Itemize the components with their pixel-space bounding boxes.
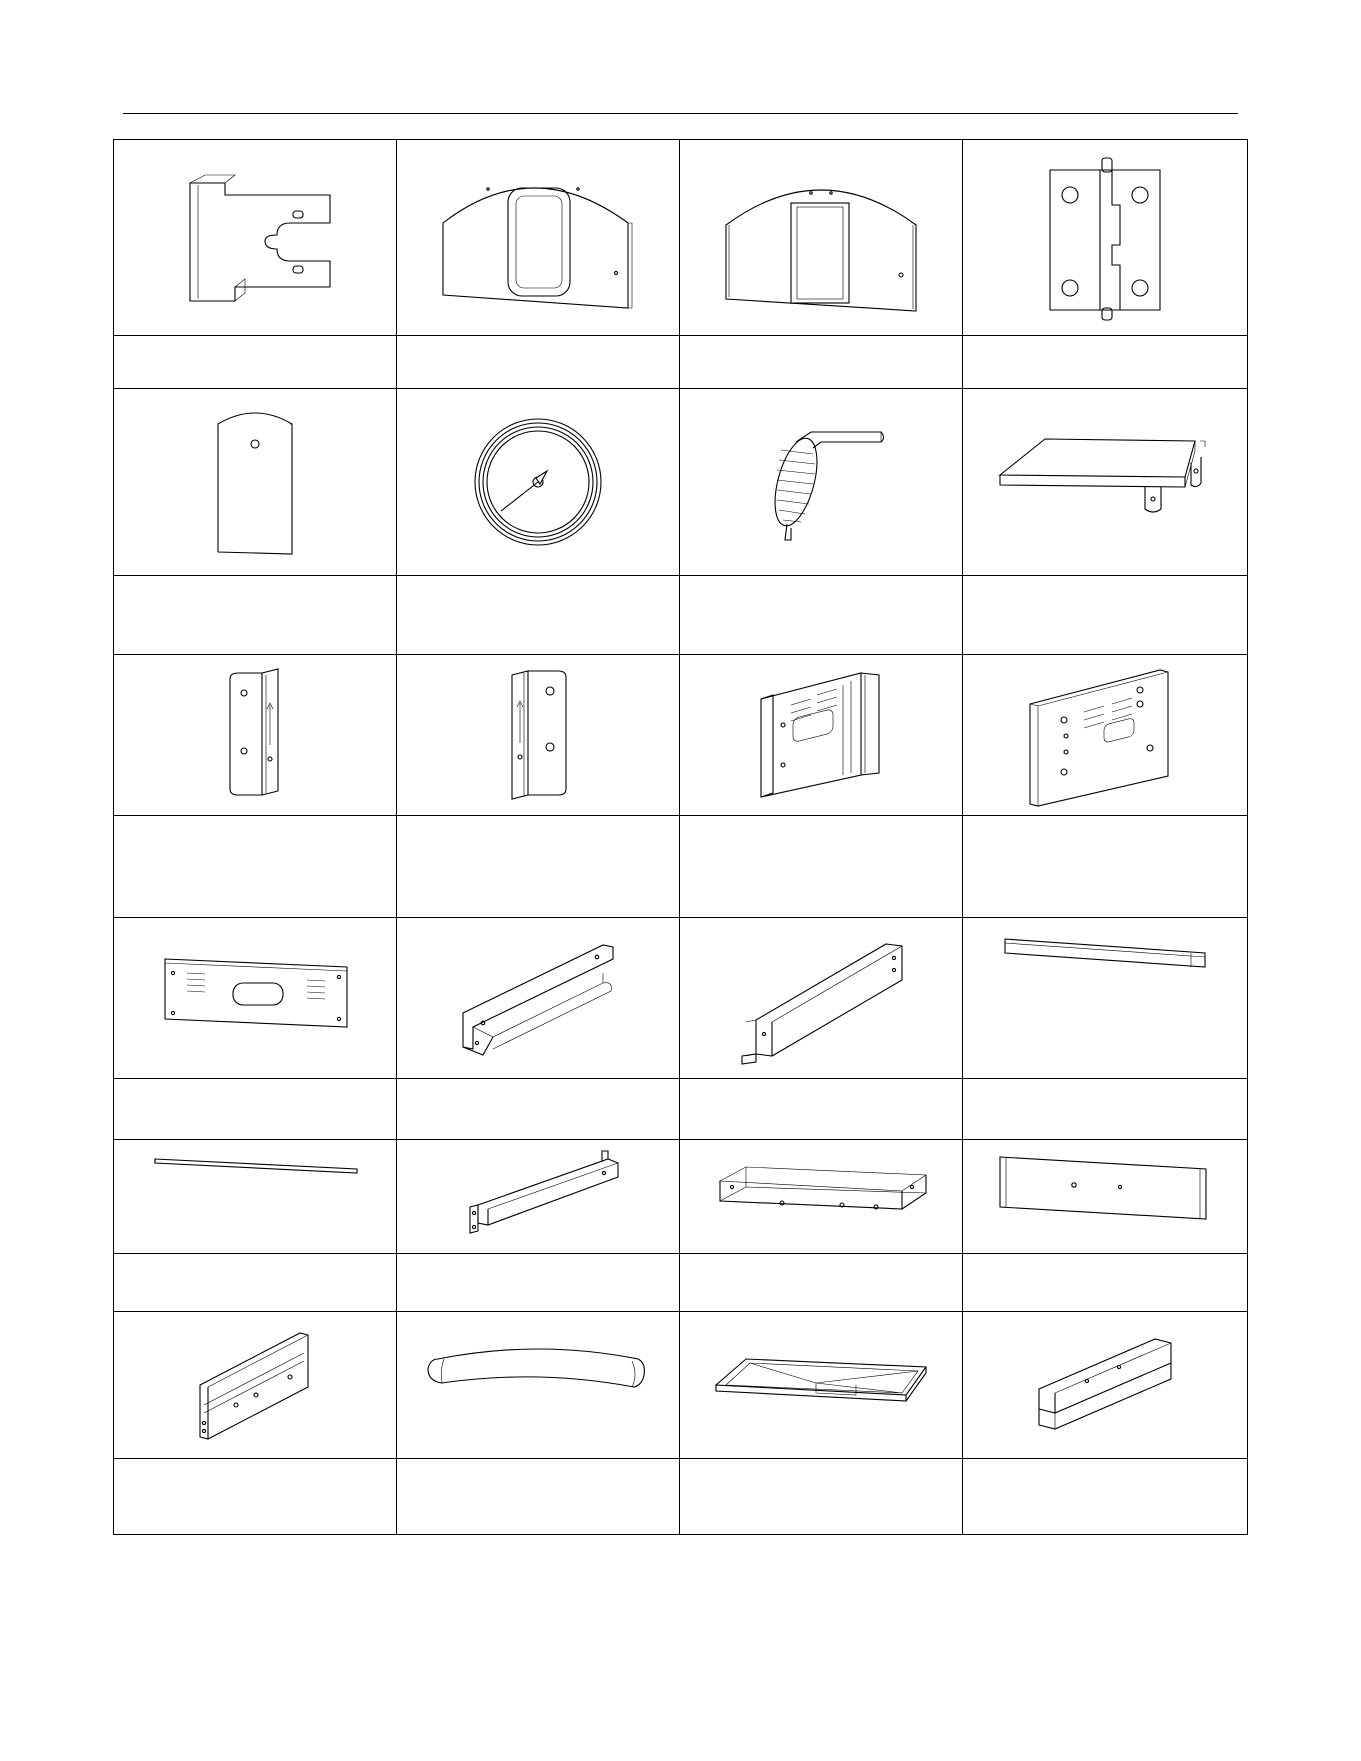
part-label: [114, 1459, 397, 1535]
part-cell: [680, 1312, 963, 1459]
side-panel-left-icon: [751, 665, 891, 805]
thermometer-gauge-icon: [463, 407, 613, 557]
part-label: [680, 576, 963, 655]
part-label: [114, 1254, 397, 1312]
part-label: [963, 1459, 1248, 1535]
part-cell: [114, 918, 397, 1079]
part-label: [397, 336, 680, 389]
part-cell: [963, 1140, 1248, 1254]
open-tray-icon: [706, 1147, 936, 1247]
part-label: [114, 1079, 397, 1140]
part-cell: [397, 1140, 680, 1254]
thin-rod-icon: [145, 1147, 365, 1247]
part-cell: [114, 1140, 397, 1254]
part-cell: [114, 655, 397, 816]
part-cell: [397, 389, 680, 576]
channel-rail-icon: [453, 933, 623, 1063]
header-rule: [123, 113, 1238, 114]
part-label: [963, 336, 1248, 389]
part-cell: [680, 1140, 963, 1254]
part-label: [397, 1079, 680, 1140]
part-label: [680, 1254, 963, 1312]
part-label: [397, 576, 680, 655]
part-cell: [114, 140, 397, 336]
mounting-bracket-icon: [165, 163, 345, 313]
right-angle-bracket-icon: [498, 665, 578, 805]
part-label: [963, 576, 1248, 655]
part-cell: [963, 140, 1248, 336]
part-cell: [680, 389, 963, 576]
part-label: [680, 816, 963, 918]
part-cell: [680, 140, 963, 336]
part-label: [114, 816, 397, 918]
part-cell: [963, 918, 1248, 1079]
parts-list-table: [113, 139, 1248, 1535]
arched-door-panel-icon: [428, 163, 648, 313]
crossbar-bracket-icon: [448, 1147, 628, 1247]
front-vent-panel-icon: [155, 943, 355, 1053]
part-label: [680, 336, 963, 389]
square-tube-bar-icon: [995, 933, 1215, 1063]
part-cell: [963, 655, 1248, 816]
part-label: [963, 1254, 1248, 1312]
part-cell: [680, 655, 963, 816]
part-label: [963, 1079, 1248, 1140]
part-cell: [114, 389, 397, 576]
part-label: [397, 816, 680, 918]
back-panel-icon: [990, 1147, 1220, 1247]
part-label: [680, 1459, 963, 1535]
part-label: [114, 336, 397, 389]
grease-tray-icon: [706, 1325, 936, 1445]
curved-handle-icon: [418, 1325, 658, 1445]
part-label: [397, 1254, 680, 1312]
part-cell: [397, 918, 680, 1079]
long-channel-rail-icon: [726, 928, 916, 1068]
part-cell: [963, 1312, 1248, 1459]
side-panel-right-icon: [1020, 660, 1190, 810]
hinge-icon: [1040, 150, 1170, 326]
left-angle-bracket-icon: [220, 665, 290, 805]
part-cell: [397, 655, 680, 816]
part-cell: [680, 918, 963, 1079]
part-cell: [963, 389, 1248, 576]
part-cell: [397, 1312, 680, 1459]
spring-handle-icon: [741, 412, 901, 552]
side-shelf-icon: [995, 427, 1215, 537]
part-label: [114, 576, 397, 655]
support-rail-icon: [190, 1325, 320, 1445]
part-cell: [397, 140, 680, 336]
u-channel-icon: [1025, 1325, 1185, 1445]
part-label: [680, 1079, 963, 1140]
arched-frame-panel-icon: [711, 163, 931, 313]
part-cell: [114, 1312, 397, 1459]
part-label: [397, 1459, 680, 1535]
part-label: [963, 816, 1248, 918]
heat-shield-plate-icon: [210, 402, 300, 562]
